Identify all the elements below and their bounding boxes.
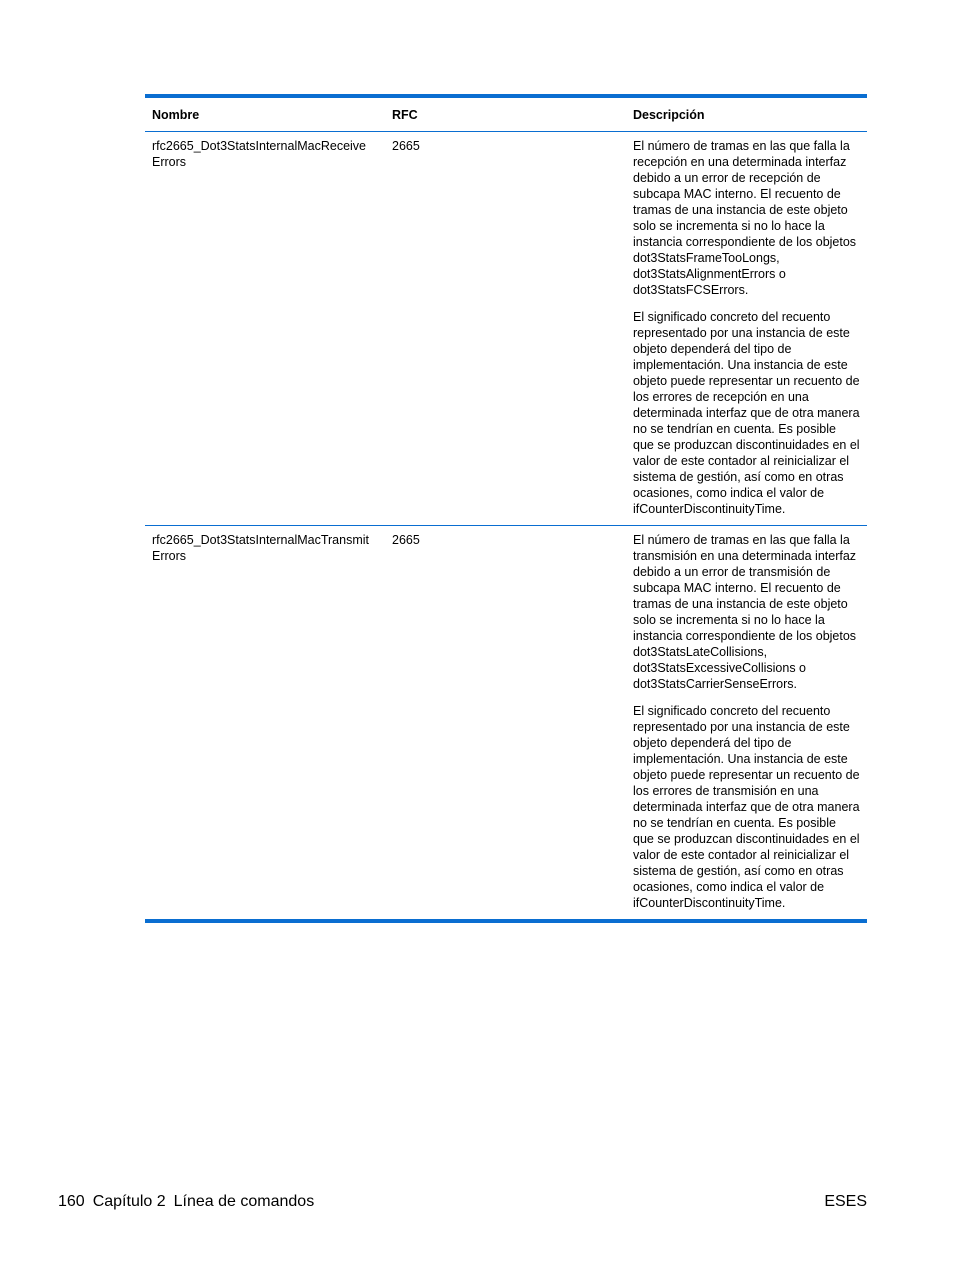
table — [145, 98, 867, 919]
cell-rfc: 2665 — [392, 533, 420, 547]
footer-left — [58, 1192, 314, 1212]
object-name-line1: rfc2665_Dot3StatsInternalMacReceive — [152, 139, 367, 153]
table-row — [145, 132, 867, 526]
header-name: Nombre — [145, 98, 385, 132]
object-name-line2: Errors — [152, 549, 187, 563]
description-paragraph: El significado concreto del recuento representado por una instancia de este objeto dependerá del tipo de implementación. Una instancia de este objeto puede representar un recuento de los errores de transmisión en una determinada interfaz que de otra manera no se tendrían en cuenta. Es posible que se produzcan discontinuidades en el valor de este contador al reinicializar el sistema de gestión, así como en otras ocasiones, como indica el valor de ifCounterDiscontinuityTime. — [633, 704, 860, 910]
description-paragraph: El número de tramas en las que falla la recepción en una determinada interfaz debido a un error de recepción de subcapa MAC interno. El recuento de tramas de una instancia de este objeto solo se incrementa si no lo hace la instancia correspondiente de los objetos dot3StatsFrameTooLongs, dot3StatsAlignmentErrors o dot3StatsFCSErrors. — [633, 139, 857, 297]
object-name-line1: rfc2665_Dot3StatsInternalMacTransmit — [152, 533, 369, 547]
description-paragraph: El número de tramas en las que falla la transmisión en una determinada interfaz debido a un error de transmisión de subcapa MAC interno. El recuento de tramas de una instancia de este objeto solo se incrementa si no lo hace la instancia correspondiente de los objetos dot3StatsLateCollisions, dot3StatsExcessiveCollisions o dot3StatsCarrierSenseErrors. — [633, 533, 857, 691]
description-paragraph: El significado concreto del recuento representado por una instancia de este objeto dependerá del tipo de implementación. Una instancia de este objeto puede representar un recuento de los errores de recepción en una determinada interfaz que de otra manera no se tendrían en cuenta. Es posible que se produzcan discontinuidades en el valor de este contador al reinicializar el sistema de gestión, así como en otras ocasiones, como indica el valor de ifCounterDiscontinuityTime. — [633, 310, 860, 516]
chapter-label: Capítulo 2 — [92, 1193, 166, 1210]
footer-locale: ESES — [824, 1193, 867, 1210]
table-row — [145, 526, 867, 920]
cell-description — [626, 526, 867, 920]
table-header-row — [145, 98, 867, 132]
chapter-title: Línea de comandos — [173, 1193, 315, 1210]
page-number: 160 — [58, 1193, 85, 1210]
object-name-line2: Errors — [152, 155, 187, 169]
mib-objects-table — [145, 94, 867, 923]
header-rfc: RFC — [385, 98, 626, 132]
cell-name — [145, 132, 385, 526]
cell-rfc: 2665 — [385, 132, 626, 526]
cell-description — [626, 132, 867, 526]
header-description: Descripción — [626, 98, 867, 132]
cell-name — [145, 526, 385, 920]
